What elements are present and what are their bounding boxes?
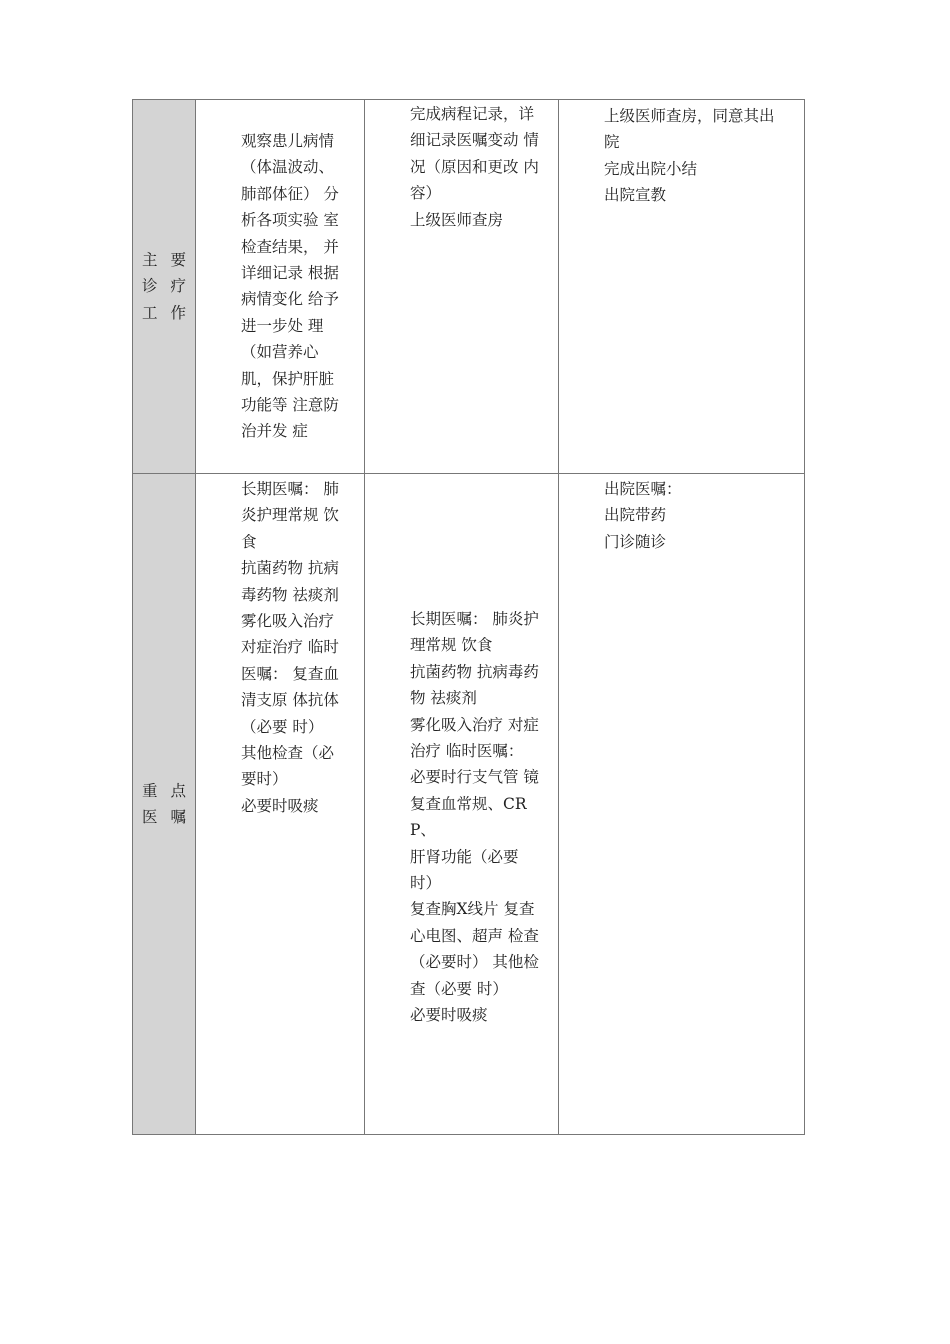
row-header-main-work [133, 100, 196, 474]
row-header-label: 重点 医嘱 [142, 781, 186, 826]
table-cell: 长期医嘱： 肺炎护 理常规 饮食 抗菌药物 抗病毒药 物 祛痰剂 雾化吸入治疗 对症 治疗 临时医嘱： 必要时行支气管 镜 复查血常规、CRP、 肝肾功能（必要 时） 复查胸X线片 复查 心电图、超声 检查 （必要时） 其他检 查（必要 时） 必要时吸痰 [365, 474, 559, 1135]
table-row-key-orders [133, 474, 805, 1135]
row-header-label: 主要 诊疗 工作 [142, 250, 186, 322]
table-cell: 长期医嘱： 肺 炎护理常规 饮 食 抗菌药物 抗病 毒药物 祛痰剂 雾化吸入治疗 对症治疗 临时 医嘱： 复查血 清支原 体抗体 （必要 时） 其他检查（必 要时） 必要时吸痰 [196, 474, 365, 1135]
clinical-pathway-table [132, 99, 805, 1135]
table-row-main-work [133, 100, 805, 474]
table-cell: 观察患儿病情 （体温波动、 肺部体征） 分 析各项实验 室 检查结果， 并 详细记录 根据 病情变化 给予 进一步处 理 （如营养心 肌，保护肝脏 功能等 注意防 治并发 症 [196, 100, 365, 474]
table-cell: 完成病程记录，详 细记录医嘱变动 情 况（原因和更改 内 容） 上级医师查房 [365, 100, 559, 474]
table-cell: 出院医嘱： 出院带药 门诊随诊 [559, 474, 805, 1135]
row-header-key-orders [133, 474, 196, 1135]
table-cell: 上级医师查房，同意其出 院 完成出院小结 出院宣教 [559, 100, 805, 474]
